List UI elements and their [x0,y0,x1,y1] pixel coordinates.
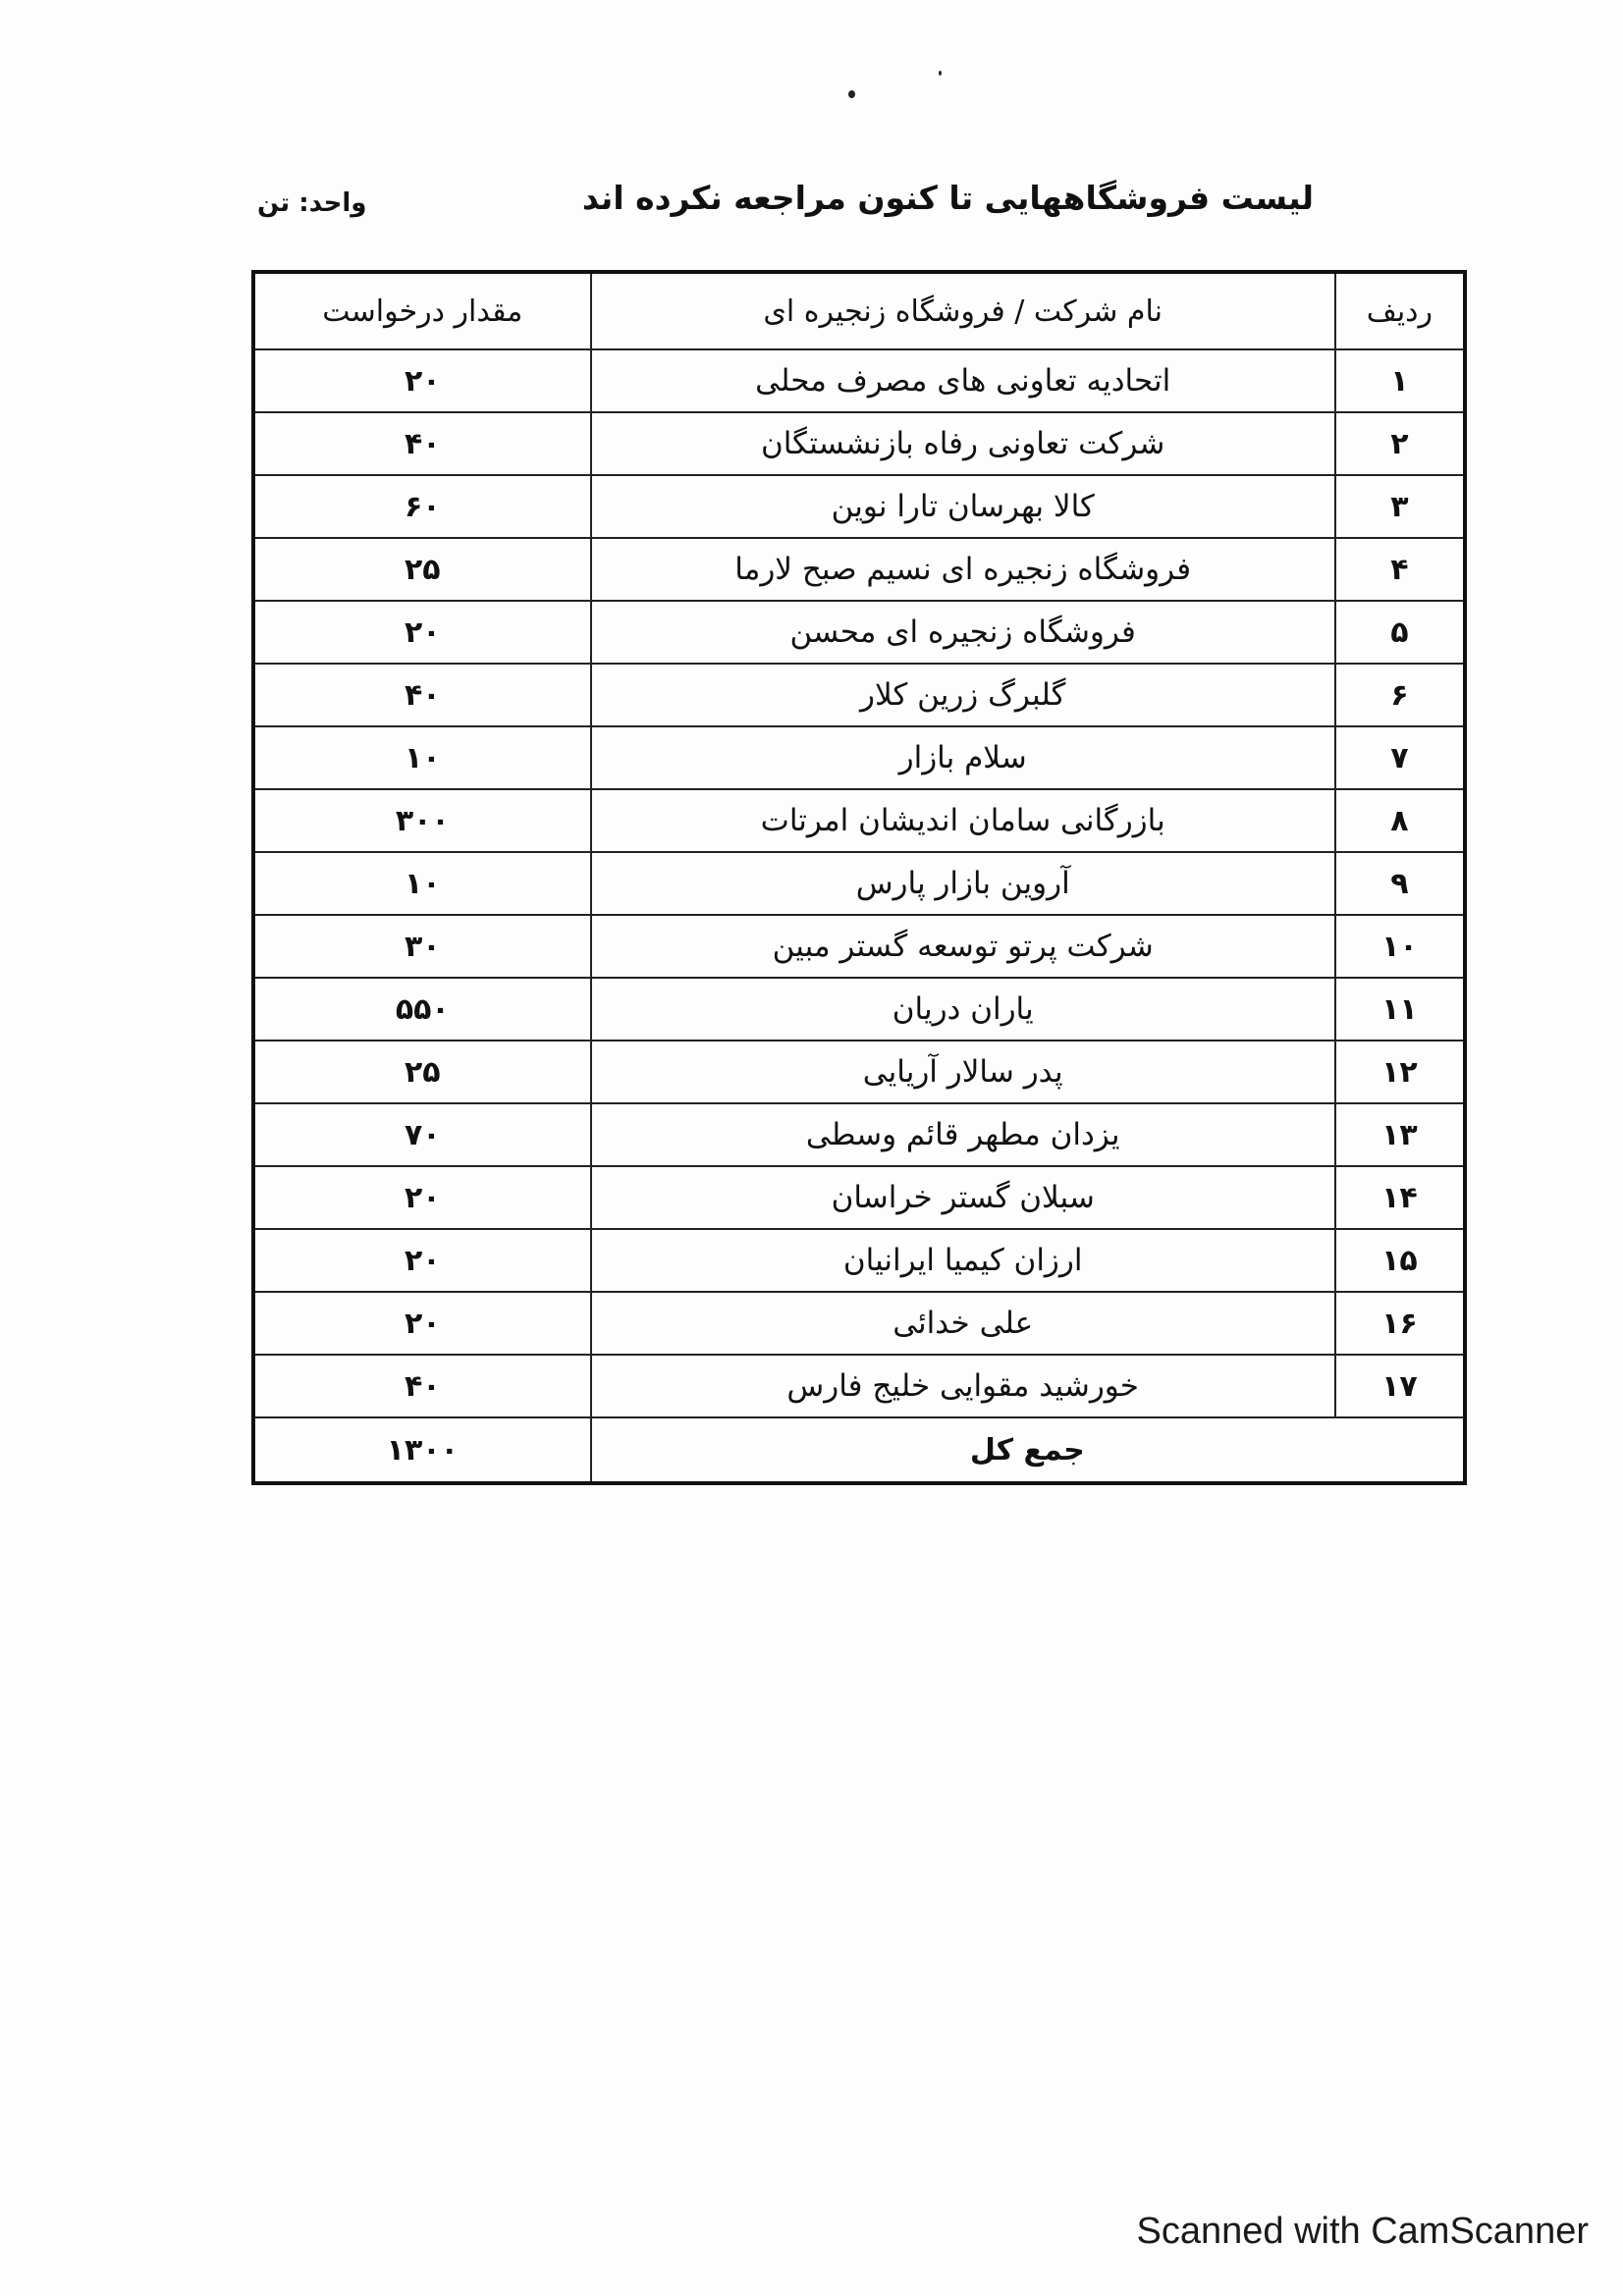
row-quantity: ۲۰ [253,1166,591,1229]
row-name: بازرگانی سامان اندیشان امرتات [591,789,1335,852]
row-quantity: ۲۰ [253,1229,591,1292]
row-name: گلبرگ زرین کلار [591,664,1335,726]
stores-table [251,270,1467,1485]
row-index: ۱۲ [1335,1041,1465,1103]
row-name: اتحادیه تعاونی های مصرف محلی [591,349,1335,412]
row-index: ۳ [1335,475,1465,538]
row-index: ۱۰ [1335,915,1465,978]
row-index: ۱ [1335,349,1465,412]
table-row [253,789,1465,852]
row-quantity: ۵۵۰ [253,978,591,1041]
table-row [253,978,1465,1041]
row-name: شرکت پرتو توسعه گستر مبین [591,915,1335,978]
table-row [253,538,1465,601]
table-row [253,475,1465,538]
column-header-index: ردیف [1335,272,1465,349]
row-index: ۱۱ [1335,978,1465,1041]
row-quantity: ۳۰ [253,915,591,978]
scan-speck [939,71,942,76]
row-index: ۹ [1335,852,1465,915]
row-name: یزدان مطهر قائم وسطی [591,1103,1335,1166]
column-header-name: نام شرکت / فروشگاه زنجیره ای [591,272,1335,349]
row-name: پدر سالار آریایی [591,1041,1335,1103]
row-index: ۱۴ [1335,1166,1465,1229]
row-quantity: ۲۰ [253,1292,591,1355]
row-index: ۶ [1335,664,1465,726]
row-name: آروین بازار پارس [591,852,1335,915]
unit-label: واحد: تن [257,188,367,218]
row-index: ۷ [1335,726,1465,789]
camscanner-watermark: Scanned with CamScanner [1136,2211,1589,2252]
row-quantity: ۲۰ [253,601,591,664]
row-quantity: ۲۵ [253,1041,591,1103]
table-row [253,915,1465,978]
total-label: جمع کل [591,1417,1465,1483]
table-row [253,1041,1465,1103]
row-quantity: ۲۰ [253,349,591,412]
table-row [253,601,1465,664]
table-row [253,1355,1465,1417]
row-index: ۱۶ [1335,1292,1465,1355]
table-row [253,349,1465,412]
row-index: ۲ [1335,412,1465,475]
row-name: شرکت تعاونی رفاه بازنشستگان [591,412,1335,475]
total-quantity: ۱۳۰۰ [253,1417,591,1483]
row-name: یاران دریان [591,978,1335,1041]
row-index: ۴ [1335,538,1465,601]
row-name: سلام بازار [591,726,1335,789]
row-quantity: ۷۰ [253,1103,591,1166]
table-row [253,1292,1465,1355]
row-name: فروشگاه زنجیره ای نسیم صبح لارما [591,538,1335,601]
table-row [253,1229,1465,1292]
row-quantity: ۴۰ [253,1355,591,1417]
scan-speck [848,90,855,98]
row-index: ۱۳ [1335,1103,1465,1166]
table-row [253,664,1465,726]
row-index: ۱۵ [1335,1229,1465,1292]
row-index: ۸ [1335,789,1465,852]
table-row [253,726,1465,789]
table-row [253,1103,1465,1166]
row-name: فروشگاه زنجیره ای محسن [591,601,1335,664]
row-name: سبلان گستر خراسان [591,1166,1335,1229]
column-header-quantity: مقدار درخواست [253,272,591,349]
table-row [253,1166,1465,1229]
row-quantity: ۴۰ [253,664,591,726]
row-quantity: ۴۰ [253,412,591,475]
table-row [253,412,1465,475]
document-title: لیست فروشگاههایی تا کنون مراجعه نکرده اند [581,179,1314,217]
row-quantity: ۲۵ [253,538,591,601]
row-quantity: ۳۰۰ [253,789,591,852]
table-header-row [253,272,1465,349]
table-total-row [253,1417,1465,1483]
table-row [253,852,1465,915]
row-name: کالا بهرسان تارا نوین [591,475,1335,538]
row-name: علی خدائی [591,1292,1335,1355]
row-index: ۱۷ [1335,1355,1465,1417]
row-quantity: ۱۰ [253,852,591,915]
row-name: ارزان کیمیا ایرانیان [591,1229,1335,1292]
row-name: خورشید مقوایی خلیج فارس [591,1355,1335,1417]
row-index: ۵ [1335,601,1465,664]
row-quantity: ۶۰ [253,475,591,538]
row-quantity: ۱۰ [253,726,591,789]
